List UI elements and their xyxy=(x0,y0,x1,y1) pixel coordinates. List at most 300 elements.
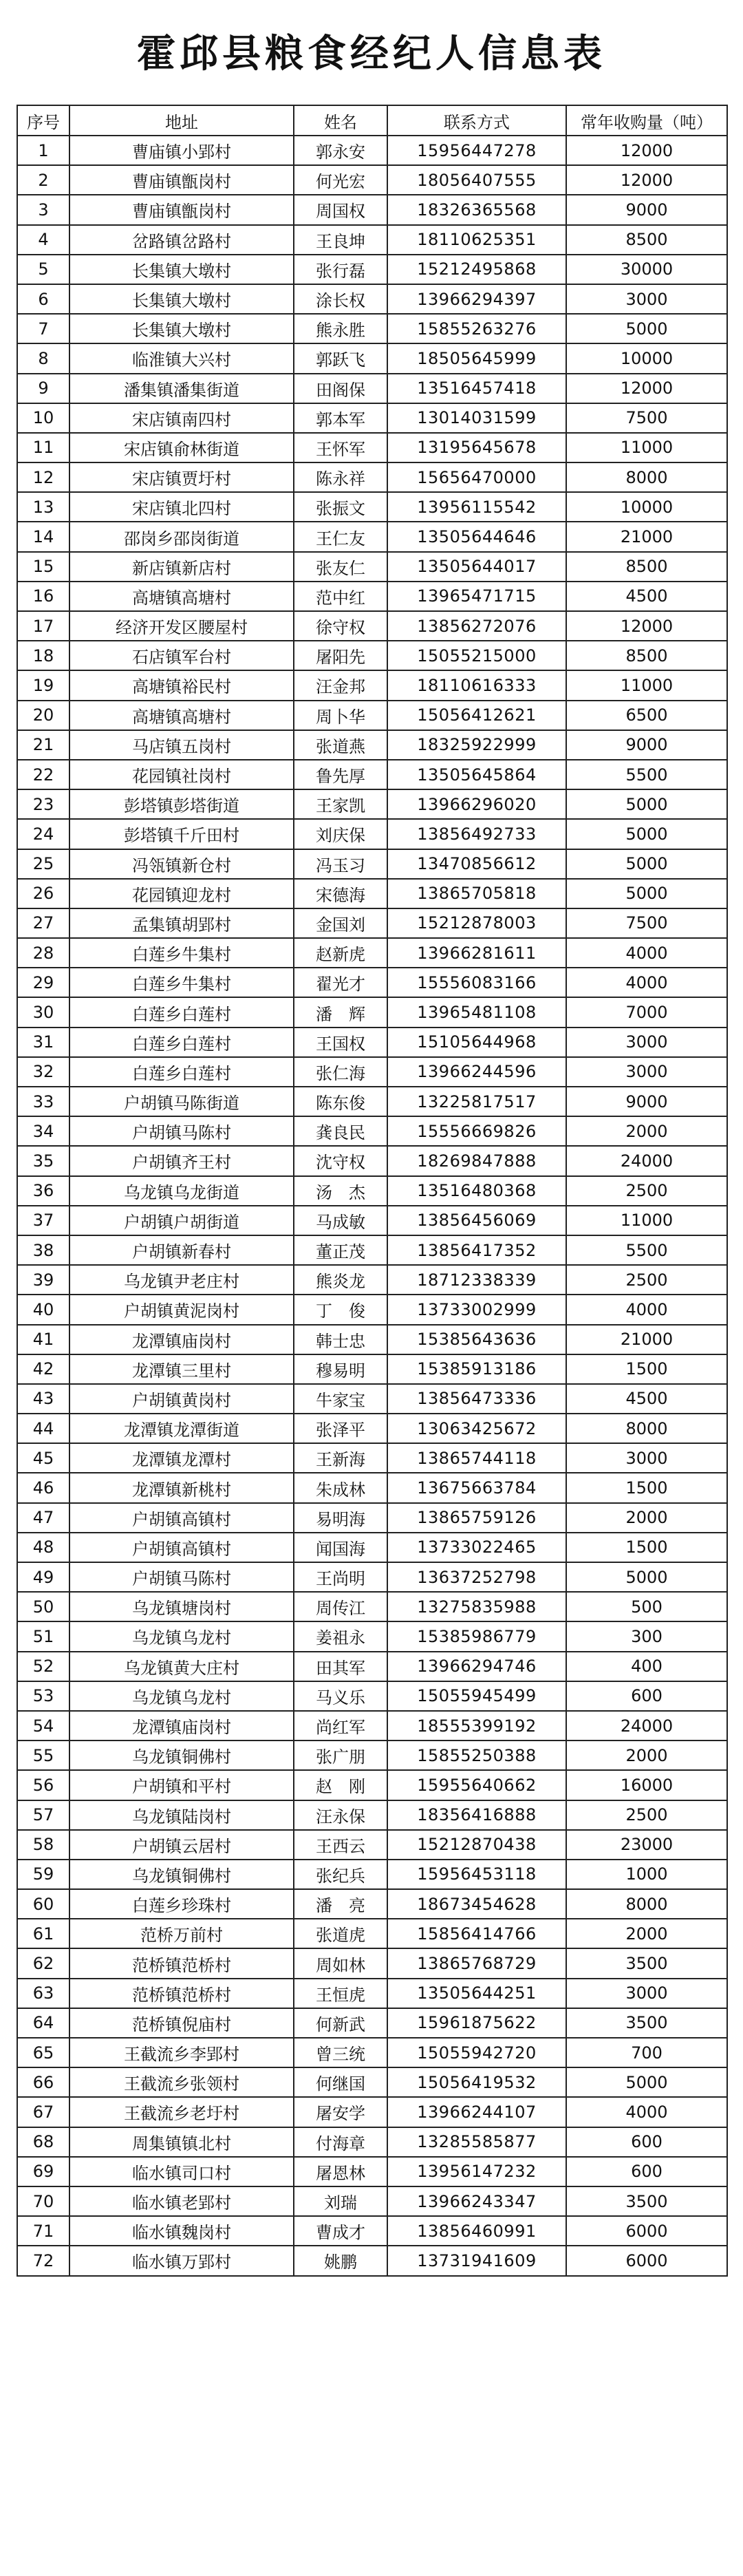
cell-address: 乌龙镇尹老庄村 xyxy=(69,1265,294,1295)
table-row xyxy=(17,1979,727,2008)
cell-address: 户胡镇齐王村 xyxy=(69,1146,294,1175)
table-row xyxy=(17,1533,727,1562)
cell-address: 石店镇军台村 xyxy=(69,641,294,670)
cell-phone: 15656470000 xyxy=(387,462,566,492)
cell-no: 9 xyxy=(17,374,69,403)
cell-quantity: 3500 xyxy=(566,2186,727,2216)
cell-phone: 15855250388 xyxy=(387,1741,566,1770)
cell-name: 何光宏 xyxy=(294,165,387,195)
cell-name: 王西云 xyxy=(294,1830,387,1860)
cell-no: 47 xyxy=(17,1503,69,1533)
cell-no: 1 xyxy=(17,136,69,165)
cell-quantity: 8500 xyxy=(566,225,727,255)
cell-address: 宋店镇贾圩村 xyxy=(69,462,294,492)
cell-quantity: 3000 xyxy=(566,284,727,314)
table-row xyxy=(17,849,727,879)
cell-phone: 15385913186 xyxy=(387,1354,566,1384)
cell-address: 长集镇大墩村 xyxy=(69,314,294,343)
cell-no: 43 xyxy=(17,1384,69,1414)
cell-address: 乌龙镇陆岗村 xyxy=(69,1800,294,1830)
cell-address: 乌龙镇铜佛村 xyxy=(69,1741,294,1770)
cell-name: 徐守权 xyxy=(294,611,387,641)
table-row xyxy=(17,701,727,730)
cell-address: 白莲乡白莲村 xyxy=(69,1057,294,1087)
cell-no: 4 xyxy=(17,225,69,255)
cell-address: 潘集镇潘集街道 xyxy=(69,374,294,403)
cell-phone: 13856492733 xyxy=(387,819,566,849)
cell-quantity: 5000 xyxy=(566,819,727,849)
cell-address: 白莲乡白莲村 xyxy=(69,997,294,1027)
cell-no: 40 xyxy=(17,1295,69,1324)
table-row xyxy=(17,641,727,670)
cell-name: 沈守权 xyxy=(294,1146,387,1175)
cell-phone: 15556669826 xyxy=(387,1116,566,1146)
table-row xyxy=(17,1652,727,1681)
cell-no: 38 xyxy=(17,1235,69,1265)
cell-phone: 15056419532 xyxy=(387,2067,566,2097)
table-row xyxy=(17,670,727,700)
cell-no: 28 xyxy=(17,938,69,968)
cell-no: 66 xyxy=(17,2067,69,2097)
cell-quantity: 16000 xyxy=(566,1770,727,1800)
cell-name: 何继国 xyxy=(294,2067,387,2097)
cell-phone: 13965471715 xyxy=(387,582,566,611)
cell-no: 72 xyxy=(17,2246,69,2275)
cell-address: 孟集镇胡郢村 xyxy=(69,908,294,938)
cell-address: 户胡镇黄泥岗村 xyxy=(69,1295,294,1324)
cell-quantity: 2500 xyxy=(566,1176,727,1206)
cell-name: 郭本军 xyxy=(294,403,387,433)
cell-name: 周卜华 xyxy=(294,701,387,730)
cell-quantity: 4000 xyxy=(566,968,727,997)
cell-no: 15 xyxy=(17,552,69,582)
cell-quantity: 5500 xyxy=(566,760,727,789)
cell-no: 13 xyxy=(17,492,69,522)
table-row xyxy=(17,403,727,433)
table-row xyxy=(17,1146,727,1175)
cell-name: 王怀军 xyxy=(294,433,387,462)
cell-no: 52 xyxy=(17,1652,69,1681)
cell-quantity: 2000 xyxy=(566,1919,727,1948)
table-row xyxy=(17,374,727,403)
table-row xyxy=(17,1473,727,1502)
cell-phone: 18505645999 xyxy=(387,343,566,373)
cell-name: 王恒虎 xyxy=(294,1979,387,2008)
table-row xyxy=(17,1295,727,1324)
cell-address: 乌龙镇黄大庄村 xyxy=(69,1652,294,1681)
cell-address: 户胡镇户胡街道 xyxy=(69,1206,294,1235)
cell-address: 王截流乡李郢村 xyxy=(69,2038,294,2067)
cell-quantity: 2000 xyxy=(566,1741,727,1770)
table-row xyxy=(17,2216,727,2246)
cell-quantity: 24000 xyxy=(566,1711,727,1741)
table-row xyxy=(17,1354,727,1384)
cell-quantity: 12000 xyxy=(566,165,727,195)
cell-phone: 13505644017 xyxy=(387,552,566,582)
cell-name: 汪永保 xyxy=(294,1800,387,1830)
cell-address: 高塘镇高塘村 xyxy=(69,582,294,611)
cell-name: 周国权 xyxy=(294,195,387,224)
cell-name: 翟光才 xyxy=(294,968,387,997)
cell-no: 55 xyxy=(17,1741,69,1770)
cell-no: 62 xyxy=(17,1948,69,1978)
cell-name: 宋德海 xyxy=(294,879,387,908)
cell-no: 27 xyxy=(17,908,69,938)
cell-address: 户胡镇云居村 xyxy=(69,1830,294,1860)
table-row xyxy=(17,2038,727,2067)
cell-name: 何新武 xyxy=(294,2008,387,2038)
cell-no: 33 xyxy=(17,1087,69,1116)
table-row xyxy=(17,2127,727,2157)
cell-no: 11 xyxy=(17,433,69,462)
cell-quantity: 1500 xyxy=(566,1354,727,1384)
cell-phone: 13505645864 xyxy=(387,760,566,789)
cell-name: 曹成才 xyxy=(294,2216,387,2246)
cell-name: 熊炎龙 xyxy=(294,1265,387,1295)
cell-address: 龙潭镇新桃村 xyxy=(69,1473,294,1502)
cell-quantity: 600 xyxy=(566,1681,727,1711)
cell-quantity: 600 xyxy=(566,2157,727,2186)
cell-name: 马成敏 xyxy=(294,1206,387,1235)
cell-no: 21 xyxy=(17,730,69,760)
table-row xyxy=(17,2097,727,2127)
cell-quantity: 300 xyxy=(566,1621,727,1651)
cell-quantity: 30000 xyxy=(566,255,727,284)
cell-quantity: 500 xyxy=(566,1592,727,1621)
cell-name: 王国权 xyxy=(294,1028,387,1057)
cell-no: 25 xyxy=(17,849,69,879)
cell-name: 韩士忠 xyxy=(294,1325,387,1354)
cell-phone: 13966243347 xyxy=(387,2186,566,2216)
cell-phone: 18325922999 xyxy=(387,730,566,760)
cell-name: 刘庆保 xyxy=(294,819,387,849)
cell-name: 龚良民 xyxy=(294,1116,387,1146)
cell-name: 王尚明 xyxy=(294,1562,387,1592)
cell-quantity: 5000 xyxy=(566,1562,727,1592)
cell-name: 田其军 xyxy=(294,1652,387,1681)
cell-phone: 13505644646 xyxy=(387,522,566,551)
cell-quantity: 4000 xyxy=(566,2097,727,2127)
cell-name: 张广朋 xyxy=(294,1741,387,1770)
cell-no: 29 xyxy=(17,968,69,997)
cell-quantity: 8000 xyxy=(566,1414,727,1443)
cell-address: 宋店镇南四村 xyxy=(69,403,294,433)
table-row xyxy=(17,1919,727,1948)
cell-address: 范桥万前村 xyxy=(69,1919,294,1948)
table-row xyxy=(17,1265,727,1295)
cell-no: 50 xyxy=(17,1592,69,1621)
cell-phone: 18356416888 xyxy=(387,1800,566,1830)
cell-address: 龙潭镇庙岗村 xyxy=(69,1325,294,1354)
cell-quantity: 2000 xyxy=(566,1116,727,1146)
cell-quantity: 23000 xyxy=(566,1830,727,1860)
table-row xyxy=(17,2186,727,2216)
cell-phone: 13856456069 xyxy=(387,1206,566,1235)
cell-phone: 13733022465 xyxy=(387,1533,566,1562)
table-row xyxy=(17,195,727,224)
table-row xyxy=(17,1711,727,1741)
cell-no: 3 xyxy=(17,195,69,224)
table-row xyxy=(17,1057,727,1087)
cell-phone: 15055945499 xyxy=(387,1681,566,1711)
cell-phone: 13195645678 xyxy=(387,433,566,462)
cell-no: 48 xyxy=(17,1533,69,1562)
cell-name: 张道虎 xyxy=(294,1919,387,1948)
cell-quantity: 7000 xyxy=(566,997,727,1027)
header-quantity: 常年收购量（吨） xyxy=(566,105,727,136)
cell-quantity: 12000 xyxy=(566,136,727,165)
cell-phone: 13966294397 xyxy=(387,284,566,314)
table-row xyxy=(17,314,727,343)
cell-quantity: 10000 xyxy=(566,492,727,522)
cell-phone: 18110616333 xyxy=(387,670,566,700)
cell-no: 45 xyxy=(17,1443,69,1473)
cell-quantity: 2500 xyxy=(566,1265,727,1295)
table-row xyxy=(17,492,727,522)
cell-name: 周传江 xyxy=(294,1592,387,1621)
cell-quantity: 3000 xyxy=(566,1443,727,1473)
cell-quantity: 600 xyxy=(566,2127,727,2157)
cell-name: 金国刘 xyxy=(294,908,387,938)
cell-phone: 13063425672 xyxy=(387,1414,566,1443)
cell-address: 白莲乡白莲村 xyxy=(69,1028,294,1057)
cell-address: 乌龙镇乌龙村 xyxy=(69,1681,294,1711)
cell-address: 彭塔镇千斤田村 xyxy=(69,819,294,849)
cell-no: 30 xyxy=(17,997,69,1027)
cell-phone: 13675663784 xyxy=(387,1473,566,1502)
cell-no: 51 xyxy=(17,1621,69,1651)
cell-quantity: 7500 xyxy=(566,908,727,938)
cell-address: 邵岗乡邵岗街道 xyxy=(69,522,294,551)
cell-address: 高塘镇高塘村 xyxy=(69,701,294,730)
cell-address: 户胡镇新春村 xyxy=(69,1235,294,1265)
cell-address: 范桥镇范桥村 xyxy=(69,1979,294,2008)
cell-no: 42 xyxy=(17,1354,69,1384)
cell-address: 长集镇大墩村 xyxy=(69,284,294,314)
cell-phone: 13275835988 xyxy=(387,1592,566,1621)
cell-name: 屠安学 xyxy=(294,2097,387,2127)
cell-quantity: 8500 xyxy=(566,641,727,670)
cell-phone: 15212495868 xyxy=(387,255,566,284)
cell-phone: 13865705818 xyxy=(387,879,566,908)
cell-address: 龙潭镇龙潭街道 xyxy=(69,1414,294,1443)
cell-name: 丁 俊 xyxy=(294,1295,387,1324)
cell-phone: 13856272076 xyxy=(387,611,566,641)
table-row xyxy=(17,1087,727,1116)
table-row xyxy=(17,462,727,492)
cell-quantity: 5000 xyxy=(566,849,727,879)
cell-phone: 13865768729 xyxy=(387,1948,566,1978)
cell-name: 王仁友 xyxy=(294,522,387,551)
cell-quantity: 6000 xyxy=(566,2246,727,2275)
table-row xyxy=(17,1206,727,1235)
cell-no: 39 xyxy=(17,1265,69,1295)
cell-quantity: 400 xyxy=(566,1652,727,1681)
cell-address: 户胡镇马陈街道 xyxy=(69,1087,294,1116)
cell-phone: 15385986779 xyxy=(387,1621,566,1651)
cell-phone: 13285585877 xyxy=(387,2127,566,2157)
cell-address: 临淮镇大兴村 xyxy=(69,343,294,373)
cell-quantity: 4500 xyxy=(566,582,727,611)
cell-phone: 13966244596 xyxy=(387,1057,566,1087)
cell-address: 高塘镇裕民村 xyxy=(69,670,294,700)
cell-quantity: 8000 xyxy=(566,1889,727,1919)
cell-quantity: 9000 xyxy=(566,730,727,760)
table-row xyxy=(17,1028,727,1057)
cell-address: 临水镇老郢村 xyxy=(69,2186,294,2216)
cell-name: 张振文 xyxy=(294,492,387,522)
table-row xyxy=(17,255,727,284)
cell-no: 2 xyxy=(17,165,69,195)
cell-no: 59 xyxy=(17,1860,69,1889)
cell-quantity: 11000 xyxy=(566,1206,727,1235)
cell-name: 赵新虎 xyxy=(294,938,387,968)
cell-address: 临水镇万郢村 xyxy=(69,2246,294,2275)
cell-name: 易明海 xyxy=(294,1503,387,1533)
cell-address: 乌龙镇塘岗村 xyxy=(69,1592,294,1621)
table-row xyxy=(17,730,727,760)
cell-no: 31 xyxy=(17,1028,69,1057)
broker-info-table xyxy=(17,105,728,2277)
table-row xyxy=(17,879,727,908)
cell-quantity: 12000 xyxy=(566,374,727,403)
cell-name: 姚鹏 xyxy=(294,2246,387,2275)
cell-phone: 13731941609 xyxy=(387,2246,566,2275)
cell-phone: 15856414766 xyxy=(387,1919,566,1948)
table-row xyxy=(17,343,727,373)
cell-no: 8 xyxy=(17,343,69,373)
cell-phone: 15955640662 xyxy=(387,1770,566,1800)
cell-address: 乌龙镇铜佛村 xyxy=(69,1860,294,1889)
cell-no: 26 xyxy=(17,879,69,908)
table-row xyxy=(17,1741,727,1770)
cell-quantity: 700 xyxy=(566,2038,727,2067)
table-row xyxy=(17,1235,727,1265)
cell-name: 张纪兵 xyxy=(294,1860,387,1889)
cell-address: 经济开发区腰屋村 xyxy=(69,611,294,641)
cell-no: 12 xyxy=(17,462,69,492)
cell-name: 周如林 xyxy=(294,1948,387,1978)
cell-phone: 13505644251 xyxy=(387,1979,566,2008)
cell-no: 69 xyxy=(17,2157,69,2186)
cell-name: 付海章 xyxy=(294,2127,387,2157)
cell-no: 24 xyxy=(17,819,69,849)
cell-address: 王截流乡老圩村 xyxy=(69,2097,294,2127)
table-row xyxy=(17,938,727,968)
cell-no: 46 xyxy=(17,1473,69,1502)
cell-phone: 13966294746 xyxy=(387,1652,566,1681)
cell-no: 54 xyxy=(17,1711,69,1741)
table-row xyxy=(17,1592,727,1621)
cell-address: 彭塔镇彭塔街道 xyxy=(69,789,294,819)
cell-quantity: 2500 xyxy=(566,1800,727,1830)
table-row xyxy=(17,1681,727,1711)
table-row xyxy=(17,1503,727,1533)
cell-no: 64 xyxy=(17,2008,69,2038)
cell-address: 乌龙镇乌龙村 xyxy=(69,1621,294,1651)
cell-address: 王截流乡张领村 xyxy=(69,2067,294,2097)
cell-name: 姜祖永 xyxy=(294,1621,387,1651)
cell-phone: 13856473336 xyxy=(387,1384,566,1414)
table-row xyxy=(17,611,727,641)
cell-no: 60 xyxy=(17,1889,69,1919)
header-address: 地址 xyxy=(69,105,294,136)
cell-no: 19 xyxy=(17,670,69,700)
cell-name: 范中红 xyxy=(294,582,387,611)
cell-address: 曹庙镇甑岗村 xyxy=(69,165,294,195)
cell-no: 36 xyxy=(17,1176,69,1206)
cell-name: 冯玉习 xyxy=(294,849,387,879)
cell-quantity: 1500 xyxy=(566,1533,727,1562)
table-row xyxy=(17,1889,727,1919)
cell-quantity: 3500 xyxy=(566,2008,727,2038)
cell-phone: 13733002999 xyxy=(387,1295,566,1324)
cell-name: 张仁海 xyxy=(294,1057,387,1087)
cell-no: 49 xyxy=(17,1562,69,1592)
table-row xyxy=(17,552,727,582)
cell-quantity: 21000 xyxy=(566,522,727,551)
cell-address: 户胡镇黄岗村 xyxy=(69,1384,294,1414)
cell-phone: 15855263276 xyxy=(387,314,566,343)
cell-name: 曾三统 xyxy=(294,2038,387,2067)
table-row xyxy=(17,1384,727,1414)
cell-address: 临水镇魏岗村 xyxy=(69,2216,294,2246)
cell-name: 陈东俊 xyxy=(294,1087,387,1116)
cell-phone: 13966281611 xyxy=(387,938,566,968)
cell-address: 范桥镇范桥村 xyxy=(69,1948,294,1978)
cell-name: 穆易明 xyxy=(294,1354,387,1384)
cell-address: 乌龙镇乌龙街道 xyxy=(69,1176,294,1206)
table-row xyxy=(17,908,727,938)
table-row xyxy=(17,165,727,195)
cell-phone: 18673454628 xyxy=(387,1889,566,1919)
cell-phone: 13956147232 xyxy=(387,2157,566,2186)
table-row xyxy=(17,1800,727,1830)
table-row xyxy=(17,522,727,551)
cell-phone: 18269847888 xyxy=(387,1146,566,1175)
table-body xyxy=(17,136,727,2276)
cell-no: 22 xyxy=(17,760,69,789)
cell-address: 白莲乡牛集村 xyxy=(69,968,294,997)
cell-name: 潘 亮 xyxy=(294,1889,387,1919)
table-row xyxy=(17,760,727,789)
cell-no: 67 xyxy=(17,2097,69,2127)
header-phone: 联系方式 xyxy=(387,105,566,136)
cell-no: 57 xyxy=(17,1800,69,1830)
cell-quantity: 11000 xyxy=(566,670,727,700)
cell-no: 65 xyxy=(17,2038,69,2067)
table-row xyxy=(17,284,727,314)
table-header-row xyxy=(17,105,727,136)
cell-name: 鲁先厚 xyxy=(294,760,387,789)
table-row xyxy=(17,2008,727,2038)
cell-phone: 15056412621 xyxy=(387,701,566,730)
cell-address: 白莲乡珍珠村 xyxy=(69,1889,294,1919)
cell-name: 闻国海 xyxy=(294,1533,387,1562)
cell-name: 田阁保 xyxy=(294,374,387,403)
cell-address: 户胡镇马陈村 xyxy=(69,1562,294,1592)
cell-no: 68 xyxy=(17,2127,69,2157)
cell-phone: 13965481108 xyxy=(387,997,566,1027)
cell-name: 屠阳先 xyxy=(294,641,387,670)
cell-no: 56 xyxy=(17,1770,69,1800)
cell-address: 曹庙镇小郢村 xyxy=(69,136,294,165)
cell-phone: 13516457418 xyxy=(387,374,566,403)
cell-address: 户胡镇和平村 xyxy=(69,1770,294,1800)
cell-quantity: 9000 xyxy=(566,1087,727,1116)
cell-phone: 15961875622 xyxy=(387,2008,566,2038)
cell-quantity: 9000 xyxy=(566,195,727,224)
